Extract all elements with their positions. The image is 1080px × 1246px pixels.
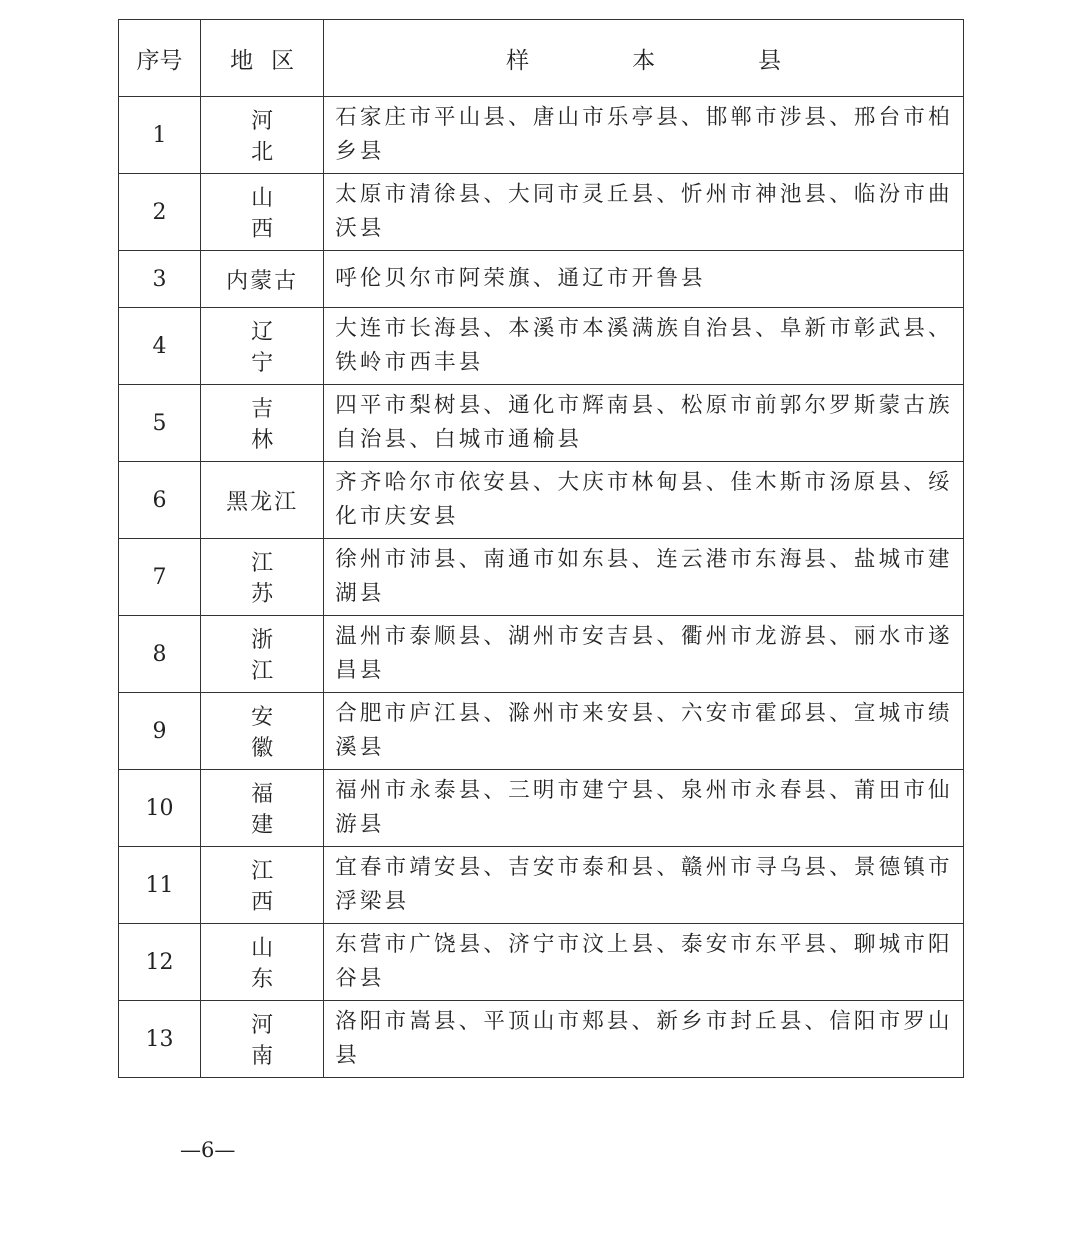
serial-number-cell: 13 — [119, 1001, 201, 1078]
serial-number-cell: 6 — [119, 462, 201, 539]
table-row — [119, 539, 964, 616]
region-cell: 河北 — [201, 97, 324, 174]
page-number: —6— — [180, 1138, 236, 1162]
region-cell: 吉林 — [201, 385, 324, 462]
table-row — [119, 847, 964, 924]
serial-number-cell: 5 — [119, 385, 201, 462]
table-row — [119, 616, 964, 693]
serial-number-cell: 1 — [119, 97, 201, 174]
sample-counties-cell: 温州市泰顺县、湖州市安吉县、衢州市龙游县、丽水市遂昌县 — [324, 616, 964, 693]
sample-counties-cell: 大连市长海县、本溪市本溪满族自治县、阜新市彰武县、铁岭市西丰县 — [324, 308, 964, 385]
region-cell: 江西 — [201, 847, 324, 924]
region-cell: 辽宁 — [201, 308, 324, 385]
sample-counties-cell: 四平市梨树县、通化市辉南县、松原市前郭尔罗斯蒙古族自治县、白城市通榆县 — [324, 385, 964, 462]
serial-number-cell: 3 — [119, 251, 201, 308]
header-region: 地区 — [201, 20, 324, 97]
sample-counties-cell: 齐齐哈尔市依安县、大庆市林甸县、佳木斯市汤原县、绥化市庆安县 — [324, 462, 964, 539]
serial-number-cell: 10 — [119, 770, 201, 847]
region-cell: 山东 — [201, 924, 324, 1001]
serial-number-cell: 11 — [119, 847, 201, 924]
region-cell: 黑龙江 — [201, 462, 324, 539]
table-row — [119, 693, 964, 770]
region-cell: 福建 — [201, 770, 324, 847]
table-body — [119, 97, 964, 1078]
table-row — [119, 385, 964, 462]
table-row — [119, 174, 964, 251]
region-cell: 内蒙古 — [201, 251, 324, 308]
sample-counties-cell: 呼伦贝尔市阿荣旗、通辽市开鲁县 — [324, 251, 964, 308]
sample-counties-cell: 合肥市庐江县、滁州市来安县、六安市霍邱县、宣城市绩溪县 — [324, 693, 964, 770]
table-row — [119, 924, 964, 1001]
sample-counties-cell: 石家庄市平山县、唐山市乐亭县、邯郸市涉县、邢台市柏乡县 — [324, 97, 964, 174]
table-row — [119, 251, 964, 308]
sample-counties-cell: 徐州市沛县、南通市如东县、连云港市东海县、盐城市建湖县 — [324, 539, 964, 616]
sample-counties-cell: 洛阳市嵩县、平顶山市郏县、新乡市封丘县、信阳市罗山县 — [324, 1001, 964, 1078]
header-sample-county: 样 本 县 — [324, 20, 964, 97]
serial-number-cell: 2 — [119, 174, 201, 251]
table-row — [119, 97, 964, 174]
region-cell: 河南 — [201, 1001, 324, 1078]
serial-number-cell: 4 — [119, 308, 201, 385]
table-row — [119, 770, 964, 847]
region-cell: 浙江 — [201, 616, 324, 693]
serial-number-cell: 7 — [119, 539, 201, 616]
serial-number-cell: 12 — [119, 924, 201, 1001]
table-header-row — [119, 20, 964, 97]
sample-counties-cell: 福州市永泰县、三明市建宁县、泉州市永春县、莆田市仙游县 — [324, 770, 964, 847]
region-cell: 安徽 — [201, 693, 324, 770]
sample-counties-cell: 太原市清徐县、大同市灵丘县、忻州市神池县、临汾市曲沃县 — [324, 174, 964, 251]
table-row — [119, 462, 964, 539]
table-row — [119, 308, 964, 385]
table-row — [119, 1001, 964, 1078]
serial-number-cell: 8 — [119, 616, 201, 693]
region-cell: 江苏 — [201, 539, 324, 616]
serial-number-cell: 9 — [119, 693, 201, 770]
county-sample-table — [118, 19, 964, 1078]
sample-counties-cell: 宜春市靖安县、吉安市泰和县、赣州市寻乌县、景德镇市浮梁县 — [324, 847, 964, 924]
sample-counties-cell: 东营市广饶县、济宁市汶上县、泰安市东平县、聊城市阳谷县 — [324, 924, 964, 1001]
header-serial-number: 序号 — [119, 20, 201, 97]
region-cell: 山西 — [201, 174, 324, 251]
